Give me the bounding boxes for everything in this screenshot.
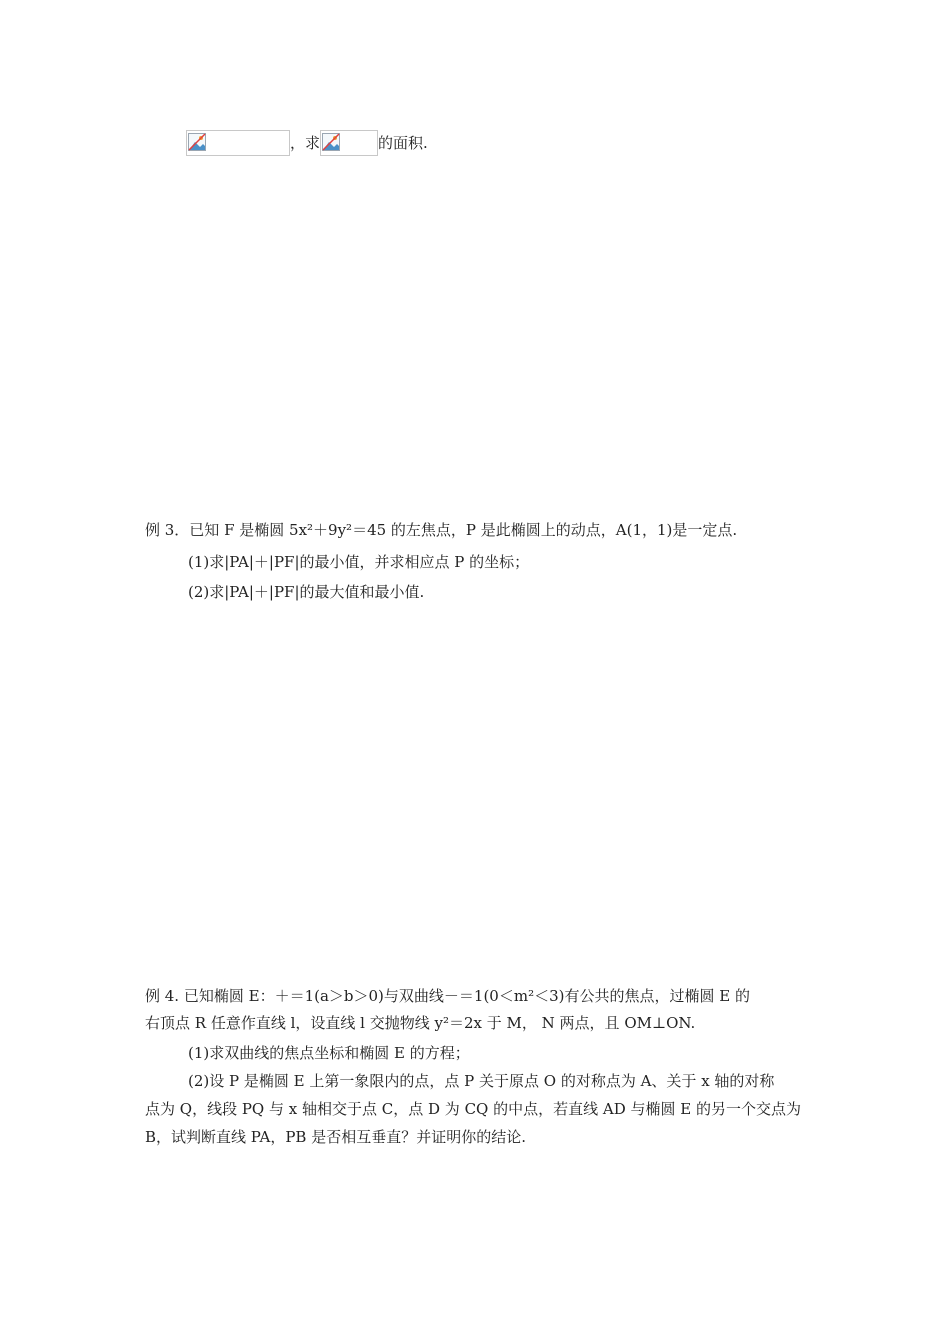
example3-part1: (1)求|PA|＋|PF|的最小值，并求相应点 P 的坐标； [188,553,530,571]
example4-part1: (1)求双曲线的焦点坐标和椭圆 E 的方程； [188,1044,470,1062]
example3-part2: (2)求|PA|＋|PF|的最大值和最小值. [188,583,425,601]
broken-image-placeholder [320,130,378,156]
example4-part2-line1: (2)设 P 是椭圆 E 上第一象限内的点，点 P 关于原点 O 的对称点为 A、关于 x 轴的对称 [188,1072,775,1090]
broken-image-placeholder [186,130,290,156]
example4-part2-line2: 点为 Q，线段 PQ 与 x 轴相交于点 C，点 D 为 CQ 的中点，若直线 AD 与椭圆 E 的另一个交点为 [145,1100,801,1118]
example3-statement: 例 3．已知 F 是椭圆 5x²＋9y²＝45 的左焦点，P 是此椭圆上的动点，A(1，1)是一定点. [145,521,738,539]
fragment-row [186,128,428,157]
broken-image-icon [188,133,206,151]
example4-statement-line2: 右顶点 R 任意作直线 l，设直线 l 交抛物线 y²＝2x 于 M， N 两点，且 OM⊥ON. [145,1014,696,1032]
example4-part2-line3: B，试判断直线 PA，PB 是否相互垂直？并证明你的结论. [145,1128,526,1146]
example4-statement-line1: 例 4. 已知椭圆 E：＋＝1(a＞b＞0)与双曲线－＝1(0＜m²＜3)有公共的焦点，过椭圆 E 的 [145,987,750,1005]
comma-ask-text: ，求 [290,134,321,152]
broken-image-icon [322,133,340,151]
area-suffix-text: 的面积. [378,134,428,152]
